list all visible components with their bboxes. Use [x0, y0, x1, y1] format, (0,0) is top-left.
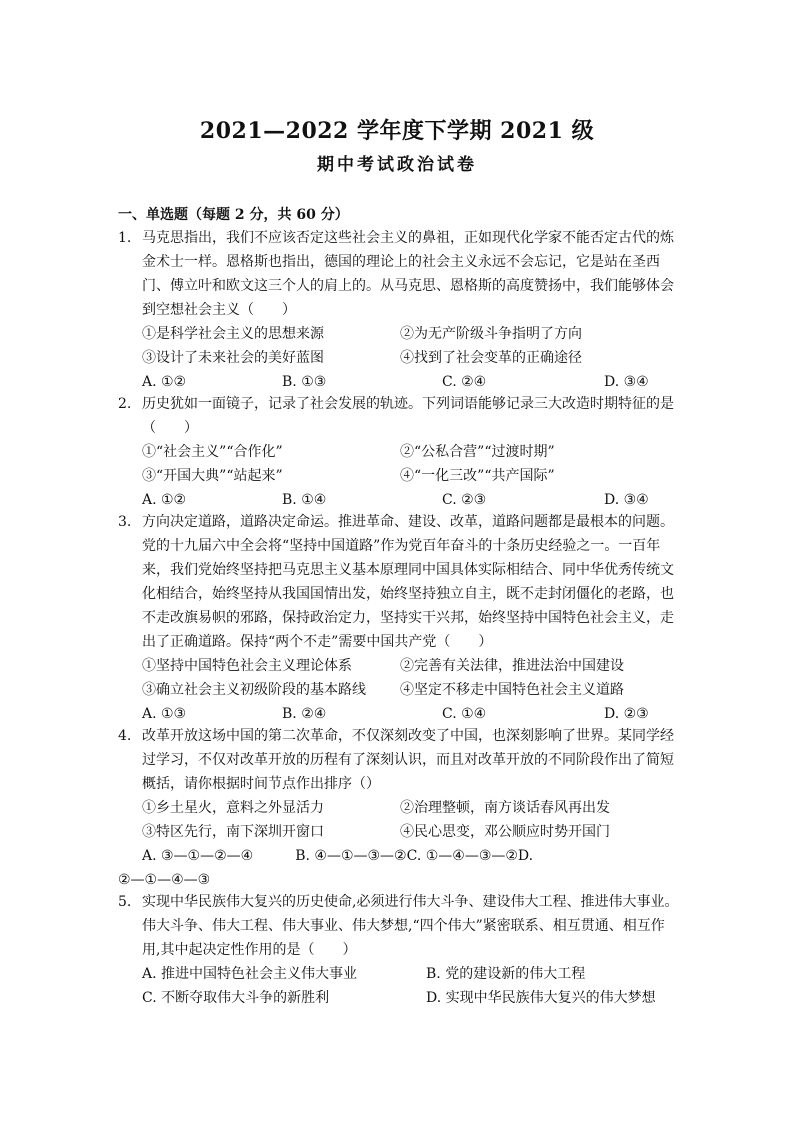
choice-d: D. ③④ [604, 374, 649, 390]
question-stem: 历史犹如一面镜子，记录了社会发展的轨迹。下列词语能够记录三大改造时期特征的是（ ） [142, 396, 674, 436]
statement-3: ③“开国大典”“站起来” [142, 468, 283, 484]
choice-row-wrap: ②—①—④—③ [118, 872, 211, 888]
choice-c: C. ①④ [442, 706, 487, 722]
statement-3: ③确立社会主义初级阶段的基本路线 [142, 682, 366, 698]
exam-subtitle: 期中考试政治试卷 [317, 155, 477, 175]
choice-a: A. 推进中国特色社会主义伟大事业 [142, 966, 358, 982]
statement-2: ②“公私合营”“过渡时期” [400, 444, 555, 460]
question-stem: 方向决定道路，道路决定命运。推进革命、建设、改革，道路问题都是最根本的问题。党的十九届六中全会将“坚持中国道路”作为党百年奋斗的十条历史经验之一。一百年来，我们党始终坚持把马克思主义基本原理同中国具体实际相结合、同中华优秀传统文化相结合，始终坚持从我国国情出发，始终坚持独立自主，既不走封闭僵化的老路，也不走改旗易帜的邪路，保持政治定力，坚持实干兴邦，始终坚持中国特色社会主义，走出了正确道路。保持“两个不走”需要中国共产党（ ） [142, 514, 674, 650]
choice-row: A. ③—①—②—④ B. ④—①—③—②C. ①—④—③—②D. [142, 848, 534, 864]
statement-4: ④坚定不移走中国特色社会主义道路 [400, 682, 624, 698]
statement-1: ①是科学社会主义的思想来源 [142, 326, 324, 342]
section-heading: 一、单选题（每题 2 分，共 60 分） [118, 207, 349, 223]
statement-list [142, 440, 682, 512]
question-number: 3. [118, 514, 132, 530]
choice-b: B. ①③ [282, 374, 327, 390]
choice-d: D. ②③ [604, 706, 649, 722]
choice-b: B. ①④ [282, 492, 327, 508]
question-number: 2. [118, 396, 132, 412]
exam-title: 2021—2022 学年度下学期 2021 级 [199, 118, 595, 144]
statement-1: ①“社会主义”“合作化” [142, 444, 283, 460]
statement-list [142, 322, 682, 394]
statement-list [142, 654, 682, 726]
choice-b: B. ②④ [282, 706, 327, 722]
choice-row [142, 702, 682, 726]
choice-a: A. ①② [142, 374, 187, 390]
choice-a: A. ①③ [142, 706, 187, 722]
question-stem: 实现中华民族伟大复兴的历史使命,必须进行伟大斗争、建设伟大工程、推进伟大事业。伟大斗争、伟大工程、伟大事业、伟大梦想,“四个伟大”紧密联系、相互贯通、相互作用,其中起决定性作用的是（ ） [142, 894, 679, 958]
question-number: 4. [118, 728, 132, 744]
question-number: 1. [118, 230, 132, 246]
choice-b: B. 党的建设新的伟大工程 [426, 966, 586, 982]
choice-d: D. ③④ [604, 492, 649, 508]
statement-4: ④民心思变，邓公顺应时势开国门 [400, 824, 610, 840]
statement-3: ③设计了未来社会的美好蓝图 [142, 350, 324, 366]
statement-2: ②治理整顿，南方谈话春风再出发 [400, 800, 610, 816]
question-number: 5. [118, 894, 132, 910]
question-stem: 改革开放这场中国的第二次革命，不仅深刻改变了中国，也深刻影响了世界。某同学经过学习，不仅对改革开放的历程有了深刻认识，而且对改革开放的不同阶段作出了简短概括，请你根据时间节点作出排序（） [142, 728, 674, 792]
question-2 [118, 392, 683, 512]
statement-2: ②为无产阶级斗争指明了方向 [400, 326, 582, 342]
choice-a: A. ①② [142, 492, 187, 508]
choice-list [142, 962, 682, 1010]
choice-c: C. ②④ [442, 374, 487, 390]
statement-1: ①坚持中国特色社会主义理论体系 [142, 658, 352, 674]
question-4 [118, 724, 683, 892]
choice-c: C. ②③ [442, 492, 487, 508]
choice-d: D. 实现中华民族伟大复兴的伟大梦想 [426, 990, 656, 1006]
statement-1: ①乡土星火，意料之外显活力 [142, 800, 324, 816]
statement-4: ④找到了社会变革的正确途径 [400, 350, 582, 366]
question-1 [118, 226, 683, 394]
statement-3: ③特区先行，南下深圳开窗口 [142, 824, 324, 840]
question-stem: 马克思指出，我们不应该否定这些社会主义的鼻祖，正如现代化学家不能否定古代的炼金术士一样。恩格斯也指出，德国的理论上的社会主义永远不会忘记，它是站在圣西门、傅立叶和欧文这三个人的肩上的。从马克思、恩格斯的高度赞扬中，我们能够体会到空想社会主义（ ） [142, 230, 674, 318]
statement-4: ④“一化三改”“共产国际” [400, 468, 555, 484]
statement-2: ②完善有关法律，推进法治中国建设 [400, 658, 624, 674]
statement-list [118, 796, 682, 892]
question-5 [118, 890, 683, 1010]
choice-row [142, 488, 682, 512]
question-3 [118, 510, 683, 726]
choice-c: C. 不断夺取伟大斗争的新胜利 [142, 990, 330, 1006]
choice-row [142, 370, 682, 394]
